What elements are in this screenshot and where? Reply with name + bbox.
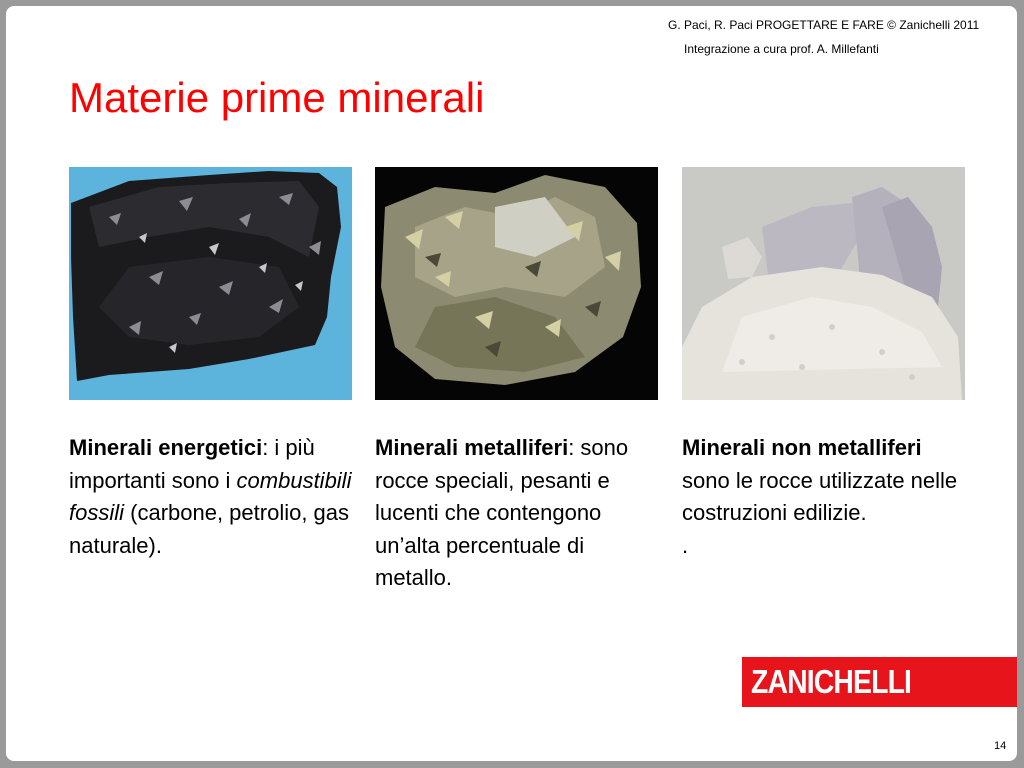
caption-text: sono le rocce utilizzate nelle costruzioni edilizie. <box>682 467 958 525</box>
slide <box>6 6 1017 761</box>
logo-text: ZANICHELLI <box>751 663 912 700</box>
caption-metal-minerals <box>375 432 665 595</box>
page-number: 14 <box>994 740 1007 752</box>
caption-text: : sono rocce speciali, pesanti e lucenti che contengono un’alta percentuale di metallo. <box>375 435 629 590</box>
header-curator: Integrazione a cura prof. A. Millefanti <box>684 42 879 56</box>
mineral-powder-photo <box>682 167 965 400</box>
caption-term: Minerali metalliferi <box>375 435 569 460</box>
caption-emphasis: combustibili fossili <box>69 467 352 525</box>
caption-energy-minerals <box>69 432 359 562</box>
pyrite-photo <box>375 167 658 400</box>
header-credit: G. Paci, R. Paci PROGETTARE E FARE © Zanichelli 2011 <box>668 18 980 32</box>
caption-text: . <box>682 532 689 558</box>
slide-title: Materie prime minerali <box>69 74 485 121</box>
zanichelli-logo <box>742 657 1017 707</box>
caption-term: Minerali non metalliferi <box>682 435 922 460</box>
caption-text: : i più importanti sono i <box>69 435 315 493</box>
caption-term: Minerali energetici <box>69 435 263 460</box>
coal-photo <box>69 167 352 400</box>
caption-text: (carbone, petrolio, gas naturale). <box>69 500 350 558</box>
caption-non-metal-minerals <box>682 432 972 562</box>
